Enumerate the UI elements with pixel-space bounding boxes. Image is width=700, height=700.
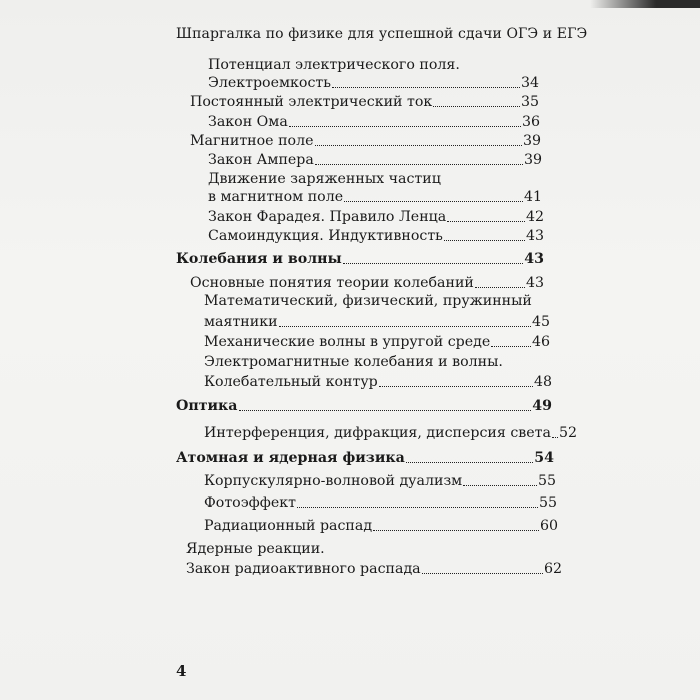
toc-entry-page: 60 (539, 518, 558, 534)
toc-entry-label: Математический, физический, пружинный (204, 293, 532, 309)
page-number: 4 (176, 662, 187, 680)
toc-entry (204, 313, 550, 331)
toc-section-page: 43 (524, 251, 544, 267)
dot-leader (422, 573, 543, 574)
toc-entry-label: Фотоэффект (204, 495, 296, 511)
toc-entry (204, 517, 558, 535)
toc-entry (208, 74, 539, 92)
toc-entry-page: 39 (523, 152, 542, 168)
toc-entry (208, 151, 542, 169)
toc-entry (208, 208, 544, 226)
toc-entry (208, 113, 540, 131)
toc-entry-label: Электроемкость (208, 75, 331, 91)
toc-entry-page: 52 (558, 425, 578, 441)
toc-entry-label: Самоиндукция. Индуктивность (208, 228, 443, 244)
dot-leader (406, 462, 533, 463)
dot-leader (379, 386, 533, 387)
toc-entry-label: Движение заряженных частиц (208, 171, 441, 187)
toc-entry-label: Постоянный электрический ток (190, 94, 433, 110)
toc-entry-page: 55 (537, 473, 556, 489)
toc-entry-page: 34 (520, 75, 539, 91)
toc-entry-label: Корпускулярно-волновой дуализм (204, 473, 463, 489)
toc-entry-label: Закон радиоактивного распада (186, 561, 421, 577)
toc-entry (208, 56, 460, 74)
dot-leader (315, 145, 522, 146)
toc-section-page: 54 (534, 450, 554, 466)
toc-entry-page: 36 (521, 114, 540, 130)
toc-entry-page: 41 (523, 189, 542, 205)
dot-leader (463, 485, 537, 486)
toc-entry-label: маятники (204, 314, 278, 330)
toc-entry-label: Радиационный распад (204, 518, 373, 534)
dot-leader (289, 126, 521, 127)
toc-entry-page: 46 (531, 334, 550, 350)
toc-entry (204, 472, 556, 490)
dot-leader (239, 410, 532, 411)
toc-entry (186, 540, 325, 558)
toc-entry-label: Ядерные реакции. (186, 541, 325, 557)
dot-leader (475, 287, 525, 288)
toc-section (176, 449, 554, 467)
toc-entry-label: Колебательный контур (204, 374, 378, 390)
running-head: Шпаргалка по физике для успешной сдачи ОГЭ и ЕГЭ (176, 26, 588, 42)
toc-entry (190, 274, 544, 292)
toc-entry (208, 188, 542, 206)
toc-section (176, 397, 552, 415)
toc-section-page: 49 (532, 398, 552, 414)
dot-leader (332, 87, 520, 88)
dot-leader (373, 530, 539, 531)
toc-entry-label: Интерференция, дифракция, дисперсия света (204, 425, 551, 441)
toc-entry (204, 373, 552, 391)
toc-entry (208, 170, 441, 188)
dot-leader (447, 221, 525, 222)
toc-entry-label: Потенциал электрического поля. (208, 57, 460, 73)
toc-entry-page: 48 (533, 374, 552, 390)
toc-entry-page: 39 (522, 133, 541, 149)
toc-entry-label: Закон Фарадея. Правило Ленца (208, 209, 447, 225)
toc-entry-label: Магнитное поле (190, 133, 314, 149)
dot-leader (279, 326, 531, 327)
page-corner-shadow (590, 0, 700, 8)
dot-leader (491, 346, 531, 347)
dot-leader (444, 240, 525, 241)
dot-leader (344, 201, 523, 202)
toc-entry-page: 42 (525, 209, 544, 225)
toc-entry (208, 227, 544, 245)
toc-entry (204, 333, 550, 351)
dot-leader (343, 263, 523, 264)
toc-entry-label: в магнитном поле (208, 189, 344, 205)
toc-entry (204, 353, 503, 371)
toc-section-label: Колебания и волны (176, 251, 342, 267)
toc-entry-label: Электромагнитные колебания и волны. (204, 354, 503, 370)
toc-entry-page: 35 (520, 94, 539, 110)
toc-entry-page: 55 (538, 495, 557, 511)
toc-entry (204, 292, 532, 310)
dot-leader (315, 164, 523, 165)
toc-section (176, 250, 544, 268)
toc-entry (204, 494, 557, 512)
toc-entry-page: 45 (531, 314, 550, 330)
toc-section-label: Атомная и ядерная физика (176, 450, 405, 466)
toc-entry (190, 132, 541, 150)
toc-entry-page: 43 (525, 228, 544, 244)
toc-entry-label: Закон Ампера (208, 152, 314, 168)
toc-entry-label: Механические волны в упругой среде (204, 334, 491, 350)
toc-entry (190, 93, 539, 111)
dot-leader (433, 106, 520, 107)
toc-entry-page: 62 (543, 561, 562, 577)
toc-entry (204, 424, 578, 442)
toc-section-label: Оптика (176, 398, 238, 414)
dot-leader (552, 437, 558, 438)
toc-entry (186, 560, 562, 578)
toc-entry-label: Закон Ома (208, 114, 288, 130)
dot-leader (297, 507, 538, 508)
toc-entry-label: Основные понятия теории колебаний (190, 275, 474, 291)
toc-entry-page: 43 (525, 275, 544, 291)
